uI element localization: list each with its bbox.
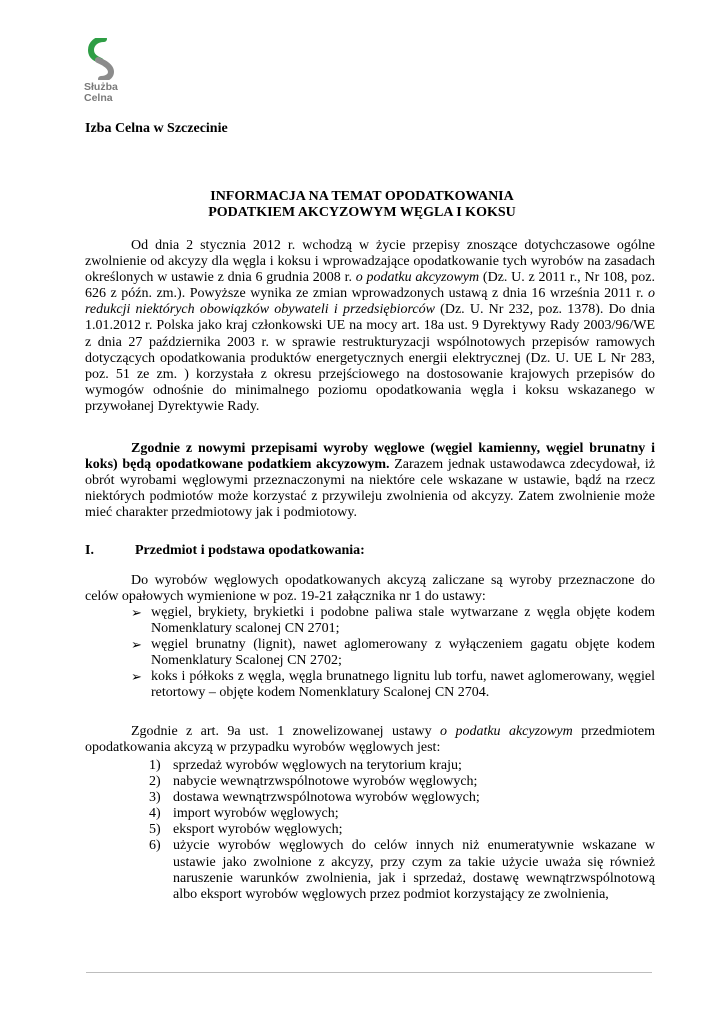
intro-text-b: (Dz. U. z 2011 r., Nr 108, poz. 626 z późn. zm.). Powyższe wynika ze zmian wprowadzonych ustawą z dnia 16 września 2011 r. bbox=[85, 270, 655, 302]
section-title: Przedmiot i podstawa opodatkowania: bbox=[135, 543, 365, 558]
title-line-1: INFORMACJA NA TEMAT OPODATKOWANIA bbox=[210, 189, 514, 204]
sluzba-celna-emblem-icon bbox=[84, 38, 118, 80]
list-item: 3) dostawa wewnątrzwspólnotowa wyrobów węglowych; bbox=[149, 790, 480, 806]
act-title-italic: o podatku akcyzowym bbox=[355, 270, 480, 286]
list-item: 5) eksport wyrobów węglowych; bbox=[149, 822, 343, 838]
intro-paragraph bbox=[85, 238, 655, 415]
office-name: Izba Celna w Szczecinie bbox=[85, 121, 228, 136]
coal-products-list bbox=[131, 605, 655, 702]
footer-divider bbox=[86, 972, 652, 973]
sluzba-celna-logo bbox=[84, 38, 128, 104]
act-reduction-italic: o redukcji niektórych obowiązków obywateli i przedsiębiorców bbox=[85, 286, 655, 318]
arrow-bullet-icon: ➢ bbox=[131, 605, 142, 620]
list-item: ➢ koks i półkoks z węgla, węgla brunatnego lignitu lub torfu, nawet aglomerowany, węgiel retortowy – objęte kodem Nomenklatury Scalonej CN 2704. bbox=[131, 669, 655, 701]
taxation-subject-list bbox=[149, 758, 655, 903]
logo-line-2: Celna bbox=[84, 92, 113, 104]
list-item: 1) sprzedaż wyrobów węglowych na terytorium kraju; bbox=[149, 758, 462, 773]
arrow-bullet-icon: ➢ bbox=[131, 669, 142, 685]
list-item: 6) użycie wyrobów węglowych do celów innych niż enumeratywnie wskazane w ustawie jako zwolnione z akcyzy, przy czym za takie użycie uważa się również naruszenie warunków zwolnienia, jak i sprzedaż, dostawę wewnątrzwspólnotową albo eksport wyrobów węglowych przez podmiot korzystający ze zwolnienia, bbox=[149, 838, 655, 902]
act-title-italic: o podatku akcyzowym bbox=[440, 724, 573, 739]
list-item: ➢ węgiel brunatny (lignit), nawet aglomerowany z wyłączeniem gagatu objęte kodem Nomenklatury Scalonej CN 2702; bbox=[131, 637, 655, 669]
new-rules-rest: Zarazem jednak ustawodawca zdecydował, iż obrót wyrobami węglowymi przeznaczonymi na niektóre cele wskazane w ustawie, bądź na rzecz niektórych podmiotów może korzystać z przywileju zwolnienia od akcyzy. Zatem zwolnienie może mieć charakter przedmiotowy jak i podmiotowy. bbox=[85, 457, 655, 521]
new-rules-bold: Zgodnie z nowymi przepisami wyroby węglowe (węgiel kamienny, węgiel brunatny i koks) będą opodatkowane podatkiem akcyzowym. bbox=[85, 441, 655, 473]
section-number: I. bbox=[85, 543, 94, 558]
title-line-2: PODATKIEM AKCYZOWYM WĘGLA I KOKSU bbox=[208, 205, 516, 220]
list-item: 4) import wyrobów węglowych; bbox=[149, 806, 339, 822]
intro-text-c: (Dz. U. Nr 232, poz. 1378). Do dnia 1.01.2012 r. Polska jako kraj członkowski UE na mocy art. 18a ust. 9 Dyrektywy Rady 2003/96/WE z dnia 27 października 2003 r. w sprawie restrukturyzacji wspólnotowych przepisów ramowych dotyczących opodatkowania produktów energetycznych energii elektrycznej (Dz. U. UE L Nr 283, poz. 51 ze zm. ) korzystała z okresu przejściowego na dostosowanie krajowych przepisów do wymogów odnośnie do minimalnego poziomu opodatkowania węgla i koksu wskazanego w przywołanej Dyrektywie Rady. bbox=[85, 302, 655, 414]
list-item: ➢ węgiel, brykiety, brykietki i podobne paliwa stale wytwarzane z węgla objęte kodem Nomenklatury scalonej CN 2701; bbox=[131, 605, 655, 637]
list-item: 2) nabycie wewnątrzwspólnotowe wyrobów węglowych; bbox=[149, 774, 478, 790]
new-rules-paragraph bbox=[85, 441, 655, 521]
taxation-subject-paragraph: Zgodnie z art. 9a ust. 1 znowelizowanej ustawy o podatku akcyzowym przedmiotem opodatkowania akcyzą w przypadku wyrobów węglowych jest: bbox=[85, 724, 655, 756]
intro-text-a: Od dnia 2 stycznia 2012 r. wchodzą w życie przepisy znoszące dotychczasowe ogólne zwolnienie od akcyzy dla węgla i koksu i wprowadzające opodatkowanie tych wyrobów na zasadach określonych w ustawie z dnia 6 grudnia 2008 r. bbox=[85, 238, 655, 286]
coal-products-paragraph: Do wyrobów węglowych opodatkowanych akcyzą zaliczane są wyroby przeznaczone do celów opałowych wymienione w poz. 19-21 załącznika nr 1 do ustawy: bbox=[85, 573, 655, 605]
logo-line-1: Służba bbox=[84, 81, 118, 93]
document-title bbox=[0, 189, 724, 221]
arrow-bullet-icon: ➢ bbox=[131, 637, 142, 653]
section-heading bbox=[85, 543, 365, 559]
